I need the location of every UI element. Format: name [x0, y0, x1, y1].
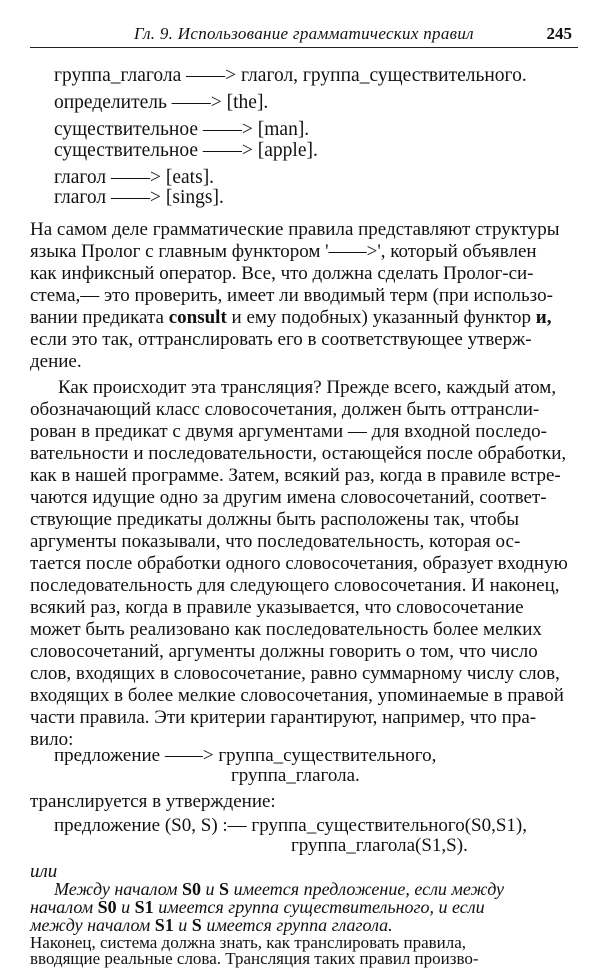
header-rule — [30, 47, 578, 48]
paragraph-line: ствующие предикаты должны быть расположены так, чтобы — [30, 509, 520, 530]
grammar-rule: существительное ——> [man]. — [54, 119, 310, 140]
page-number: 245 — [546, 24, 572, 43]
paragraph-line: вводящие реальные слова. Трансляция таких правил произво- — [30, 949, 479, 968]
text-run: и — [116, 897, 135, 917]
grammar-rule: определитель ——> [the]. — [54, 92, 269, 113]
paragraph-line: всякий раз, когда в правиле указывается, что словосочетание — [30, 597, 524, 618]
text-run: началом — [30, 897, 98, 917]
chapter-title: Гл. 9. Использование грамматических правил — [134, 24, 474, 43]
bold-variable: S — [191, 915, 202, 935]
italic-reading-line — [54, 880, 504, 898]
paragraph-line: входящих в более мелкие словосочетания, упоминаемые в правой — [30, 685, 564, 706]
or-word: или — [30, 861, 58, 882]
bold-variable: S1 — [134, 897, 154, 917]
paragraph-line: аргументы показывали, что последовательность, которая ос- — [30, 531, 521, 552]
bold-variable: S — [219, 879, 230, 899]
paragraph-line: как в нашей программе. Затем, всякий раз, когда в правиле встре- — [30, 465, 561, 486]
text-run: между началом — [30, 915, 155, 935]
paragraph-line: части правила. Эти критерии гарантируют, например, что пра- — [30, 707, 537, 728]
text-run: и ему подобных) указанный функтор — [226, 307, 536, 328]
grammar-rule: группа_глагола ——> глагол, группа_существительного. — [54, 65, 527, 86]
paragraph-line: словосочетаний, аргументы должны говорить о том, что число — [30, 641, 538, 662]
running-header — [30, 24, 578, 46]
paragraph-line: рован в предикат с двумя аргументами — для входной последо- — [30, 421, 547, 442]
paragraph-line: Наконец, система должна знать, как транслировать правила, — [30, 933, 467, 952]
bold-term: и, — [535, 307, 552, 328]
prolog-clause: предложение (S0, S) :— группа_существительного(S0,S1), — [54, 815, 527, 836]
text-run: имеется группа глагола. — [201, 915, 393, 935]
paragraph-line: обозначающий класс словосочетания, должен быть оттрансли- — [30, 399, 540, 420]
paragraph-line: языка Пролог с главным функтором '——>', который объявлен — [30, 241, 537, 262]
text-run: имеется предложение, если между — [229, 879, 505, 899]
grammar-rule: существительное ——> [apple]. — [54, 140, 318, 161]
italic-reading-line — [30, 916, 393, 934]
italic-reading-line — [30, 898, 485, 916]
example-rule: группа_глагола. — [231, 765, 360, 786]
paragraph-line: транслируется в утверждение: — [30, 791, 276, 812]
text-run: имеется группа существительного, и если — [153, 897, 485, 917]
text-run: и — [201, 879, 220, 899]
paragraph-line: стема,— это проверить, имеет ли вводимый терм (при использо- — [30, 285, 553, 306]
text-run: и — [173, 915, 192, 935]
text-run: вании предиката — [30, 307, 169, 328]
bold-variable: S0 — [182, 879, 202, 899]
paragraph-line: вательности и последовательности, остающейся после обработки, — [30, 443, 567, 464]
paragraph-line: На самом деле грамматические правила представляют структуры — [30, 219, 560, 240]
bold-variable: S1 — [154, 915, 174, 935]
paragraph-line: если это так, оттранслировать его в соответствующее утверж- — [30, 329, 532, 350]
paragraph-line: чаются идущие одно за другим имена словосочетаний, соответ- — [30, 487, 547, 508]
paragraph-line — [30, 306, 551, 330]
paragraph-line: как инфиксный оператор. Все, что должна сделать Пролог-си- — [30, 263, 534, 284]
text-run: Между началом — [54, 879, 183, 899]
paragraph-line: дение. — [30, 351, 82, 372]
paragraph-line: слов, входящих в словосочетание, равно суммарному числу слов, — [30, 663, 560, 684]
paragraph-line: тается после обработки одного словосочетания, образует входную — [30, 553, 568, 574]
bold-term: consult — [168, 307, 227, 328]
paragraph-line: вило: — [30, 729, 74, 750]
example-rule: предложение ——> группа_существительного, — [54, 745, 437, 766]
paragraph-line: Как происходит эта трансляция? Прежде всего, каждый атом, — [58, 377, 557, 398]
paragraph-line: может быть реализовано как последовательность более мелких — [30, 619, 542, 640]
bold-variable: S0 — [97, 897, 117, 917]
grammar-rule: глагол ——> [eats]. — [54, 167, 215, 188]
grammar-rule: глагол ——> [sings]. — [54, 187, 224, 208]
prolog-clause: группа_глагола(S1,S). — [291, 835, 468, 856]
paragraph-line: последовательность для следующего словосочетания. И наконец, — [30, 575, 560, 596]
